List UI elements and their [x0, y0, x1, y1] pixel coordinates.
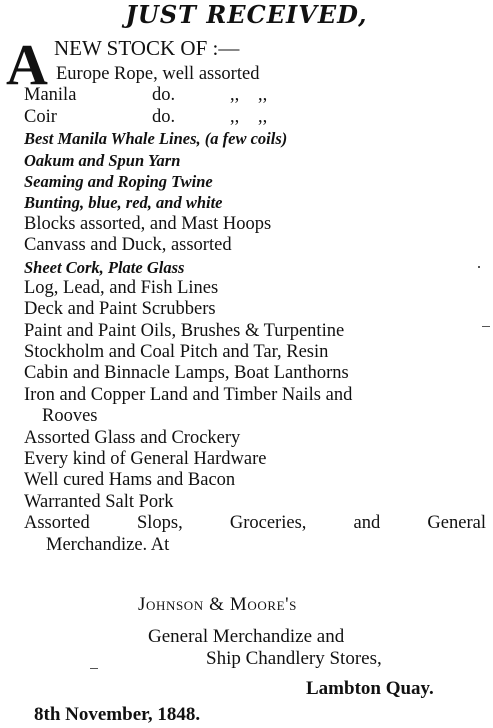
list-item: Cabin and Binnacle Lamps, Boat Lanthorns — [24, 363, 349, 384]
ditto-quote: ,, — [230, 85, 240, 106]
store-line-2: Ship Chandlery Stores, — [206, 648, 382, 669]
list-item: Assorted Glass and Crockery — [24, 427, 241, 448]
word: Slops, — [136, 513, 183, 534]
print-speck — [482, 326, 490, 327]
list-item: Log, Lead, and Fish Lines — [24, 277, 219, 298]
word: Groceries, — [229, 513, 307, 534]
drop-cap: A — [6, 32, 48, 97]
ditto-mark: do. — [152, 106, 176, 127]
list-item: Every kind of General Hardware — [24, 449, 267, 470]
address: Lambton Quay. — [306, 678, 434, 699]
word: General — [427, 513, 486, 534]
list-item: Paint and Paint Oils, Brushes & Turpentine — [24, 320, 345, 341]
date-line: 8th November, 1848. — [34, 704, 201, 725]
list-item: Canvass and Duck, assorted — [24, 235, 232, 256]
list-item-continuation: Merchandize. At — [46, 534, 170, 555]
ad-title: JUST RECEIVED, — [125, 0, 368, 29]
list-item: Well cured Hams and Bacon — [24, 470, 236, 491]
list-item: Europe Rope, well assorted — [56, 64, 260, 84]
word: Assorted — [24, 513, 90, 534]
list-item: Oakum and Spun Yarn — [24, 150, 181, 170]
ditto-quote: ,, — [258, 85, 268, 106]
list-item: Deck and Paint Scrubbers — [24, 299, 216, 320]
list-item-ditto — [24, 85, 490, 106]
vendor-name: Johnson & Moore's — [138, 594, 297, 615]
list-item: Sheet Cork, Plate Glass — [24, 257, 185, 277]
list-item-slops — [24, 513, 490, 534]
store-line-1: General Merchandize and — [148, 626, 345, 647]
intro-text: NEW STOCK OF :— — [54, 36, 240, 60]
list-item: Blocks assorted, and Mast Hoops — [24, 213, 272, 234]
ditto-quote: ,, — [258, 106, 268, 127]
list-item-continuation: Rooves — [42, 406, 98, 427]
list-item: Seaming and Roping Twine — [24, 171, 213, 191]
print-speck — [90, 668, 98, 669]
list-item: Iron and Copper Land and Timber Nails and — [24, 384, 353, 405]
list-item: Warranted Salt Pork — [24, 491, 174, 512]
print-speck — [478, 266, 480, 268]
list-item: Bunting, blue, red, and white — [24, 193, 223, 213]
item-name: Coir — [24, 106, 57, 127]
list-item-ditto — [24, 107, 490, 128]
word: and — [353, 513, 381, 534]
ditto-mark: do. — [152, 85, 176, 106]
list-item: Best Manila Whale Lines, (a few coils) — [24, 129, 288, 149]
list-item: Stockholm and Coal Pitch and Tar, Resin — [24, 342, 329, 363]
item-name: Manila — [24, 85, 77, 106]
ditto-quote: ,, — [230, 106, 240, 127]
stock-list — [24, 64, 490, 556]
